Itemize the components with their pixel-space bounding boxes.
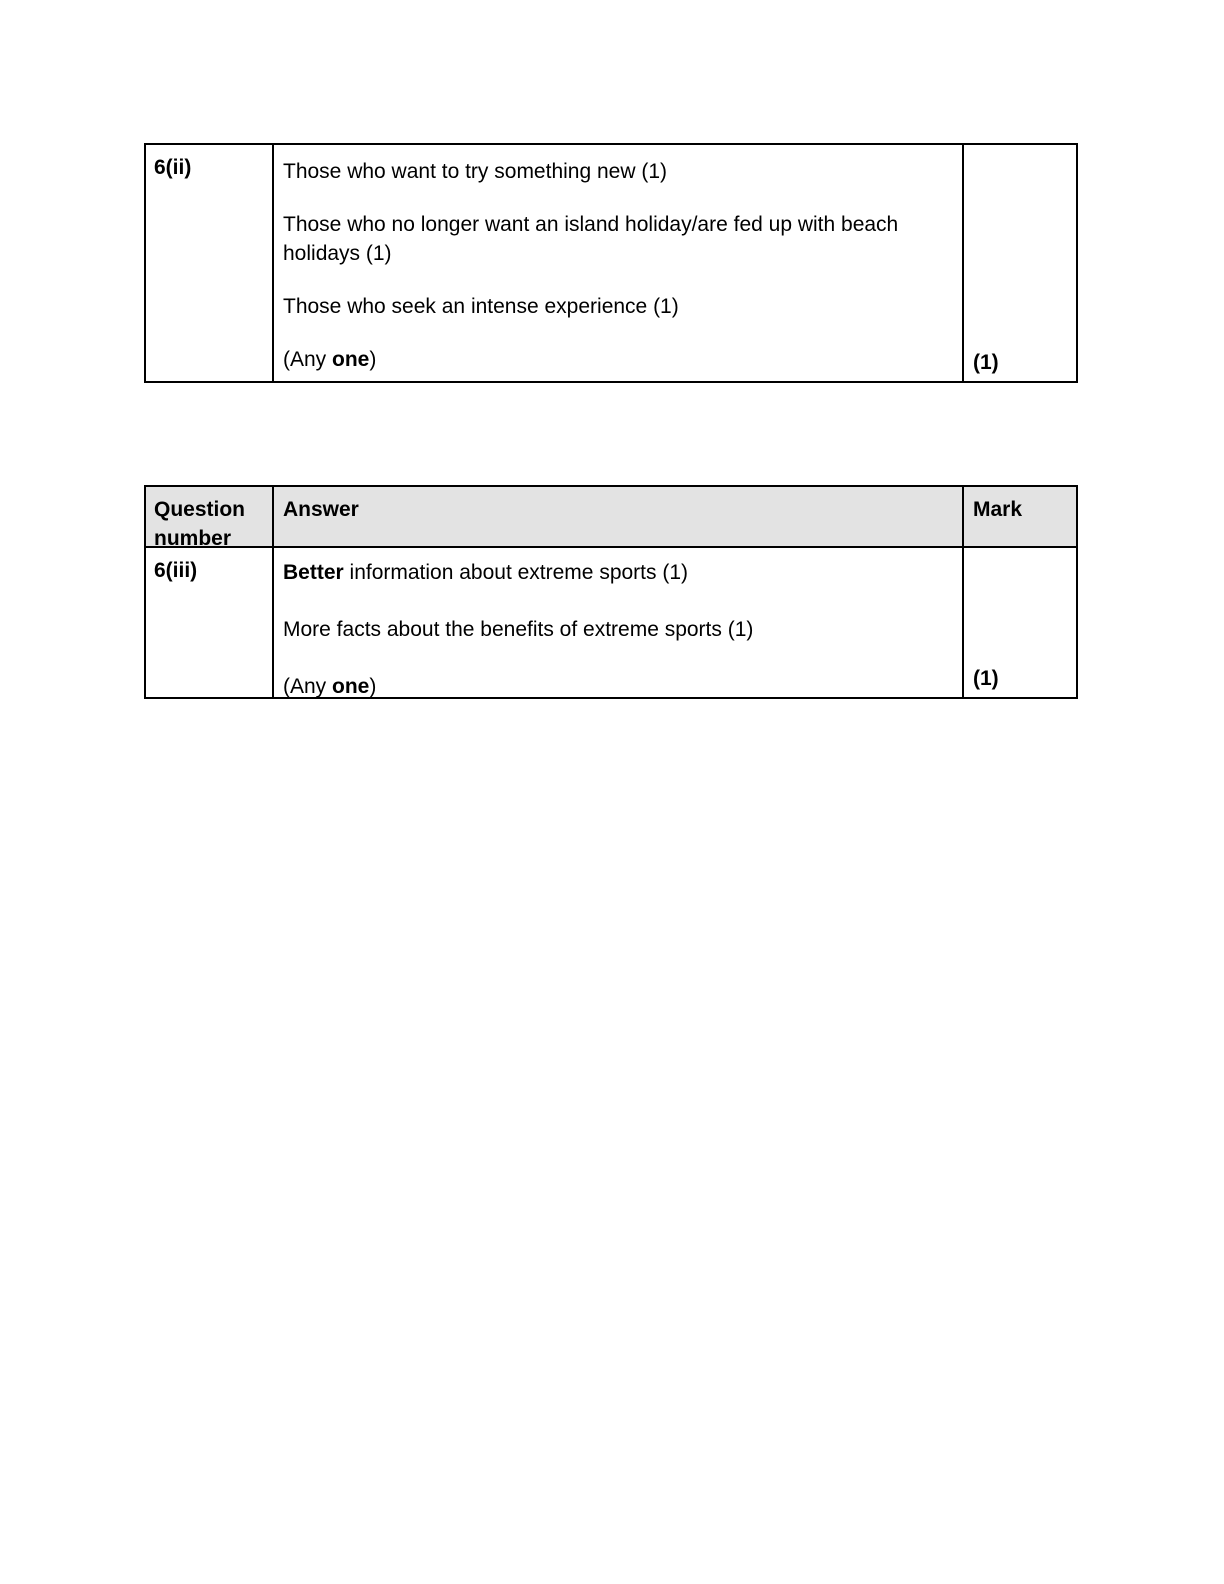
- answer-line-rest: information about extreme sports (1): [343, 561, 689, 584]
- mark-table-6ii: [144, 143, 1078, 383]
- answer-cell: [274, 145, 964, 381]
- answer-line: Those who want to try something new (1): [283, 160, 668, 183]
- question-number: 6(ii): [154, 156, 192, 179]
- header-question-number-label: Question number: [154, 498, 246, 550]
- answer-line: Those who seek an intense experience (1): [283, 295, 679, 318]
- table-header-row: [146, 487, 1076, 548]
- any-one-prefix: (Any: [283, 348, 333, 371]
- any-one-note: [283, 345, 948, 374]
- mark-value: (1): [973, 667, 999, 690]
- header-question-number-cell: [146, 487, 274, 550]
- any-one-bold: one: [332, 348, 370, 371]
- any-one-suffix: ): [369, 675, 377, 698]
- header-answer-label: Answer: [283, 498, 359, 521]
- mark-cell: [964, 145, 1076, 381]
- answer-line: Those who no longer want an island holiday/are fed up with beach holidays (1): [283, 213, 899, 265]
- any-one-prefix: (Any: [283, 675, 333, 698]
- question-number: 6(iii): [154, 559, 198, 582]
- table-row: [146, 145, 1076, 381]
- answer-bold-lead: Better: [283, 561, 344, 584]
- answer-line: More facts about the benefits of extreme sports (1): [283, 618, 754, 641]
- header-mark-label: Mark: [973, 498, 1023, 521]
- answer-line: [283, 558, 948, 587]
- header-mark-cell: [964, 487, 1076, 546]
- any-one-bold: one: [332, 675, 370, 698]
- mark-table-6iii: [144, 485, 1078, 699]
- question-number-cell: [146, 145, 274, 381]
- answer-cell: [274, 548, 964, 697]
- table-row: [146, 548, 1076, 697]
- question-number-cell: [146, 548, 274, 697]
- mark-cell: [964, 548, 1076, 697]
- any-one-note: [283, 672, 948, 701]
- header-answer-cell: [274, 487, 964, 546]
- any-one-suffix: ): [369, 348, 377, 371]
- mark-value: (1): [973, 351, 999, 374]
